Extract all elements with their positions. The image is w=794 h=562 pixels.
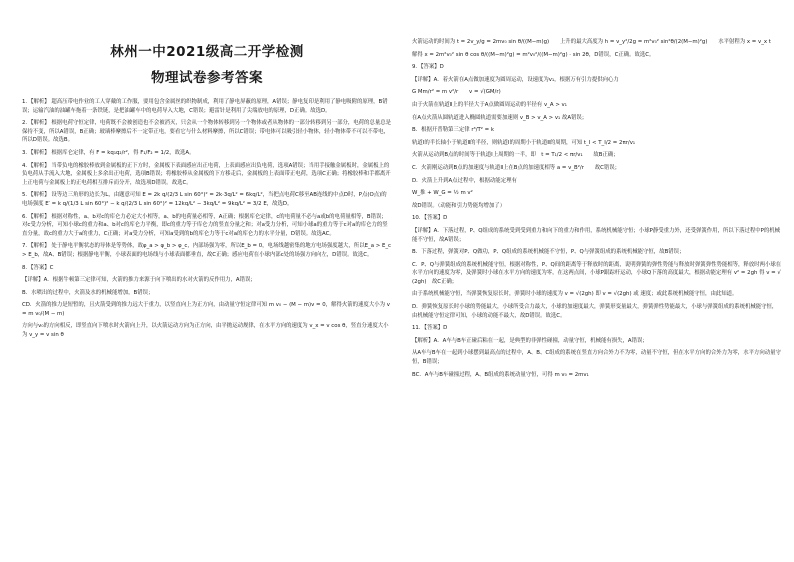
answer-paragraph-r11: C．火箭刚运动到B点的加速度与轨道Ⅱ上在B点的加速度相等 a = v_B²/r 故C错误；	[412, 164, 621, 171]
answer-paragraph-r9: 轨道Ⅰ的半长轴小于轨道Ⅱ的半径，则轨道Ⅰ的周期小于轨道Ⅱ的周期，可知 t_Ⅰ < T_Ⅰ/2 = 2πr/v₁	[412, 139, 636, 146]
answer-paragraph-q8: 8．【答案】C	[22, 264, 54, 271]
answer-paragraph-r10: 火箭从运动到B点的时间等于轨道Ⅰ上周期的一半，即 t = T₁/2 < πr/v₁ 故B正确；	[412, 152, 619, 159]
answer-paragraph-r7: 在A点火箭从圆轨道进入椭圆轨道需要加速则 v_B > v_A > v₁ 故A错误；	[412, 114, 588, 121]
answer-paragraph-r1: 火箭运动的时间为 t = 2v_y/g = 2mv₀ sin θ/((M−m)g) 上升的最大高度为 h = v_y²/2g = m²v₀² sin²θ/(2(M−m)²g) 水平射程为 x = v_x t	[412, 39, 771, 45]
answer-paragraph-r6: 由于火箭在轨道Ⅱ上的半径大于A点做圆周运动的半径有 v_A > v₁	[412, 101, 567, 108]
answer-paragraph-r13: W_推 + W_G = ½ m v²	[412, 190, 473, 197]
answer-paragraph-r17: B．下落过程，弹簧对P、Q做功，P、Q组成的系统机械能不守恒，P、Q与弹簧组成的系统机械能守恒，故B错误；	[412, 249, 685, 256]
right-answer-list	[412, 38, 782, 383]
answer-paragraph-q2: 2．【解析】 根据电荷守恒定律，电荷既不会被创造也不会被消灭，只会从一个物体转移到另一个物体或者从物体的一部分转移到另一部分，电荷的总量总是保持不变，所以A错误，B正确；玻璃棒摩擦后不一定带正电，要看它与什么材料摩擦，所以C错误；带电体可以吸引轻小物体，轻小物体带不可以不带电，所以D错误。故选B。	[22, 120, 392, 144]
left-answer-list	[22, 98, 392, 344]
answer-paragraph-r18: C．P、Q与弹簧组成的系统机械能守恒，根据对称性，P、Q间的距离等于释放时的距离，说明弹簧的弹性势能与释放时弹簧弹性势能相等，释放时两小球在水平方向的速度为零，及弹簧时小球在水平方向的速度为零，在这两点间，小球P跟踪杆运动，小球Q下落的高度最大，根据动能定理有 v² = 2gh 得 v = √(2gh) 故C正确；	[412, 261, 782, 285]
answer-paragraph-r2: 解得 x = 2m²v₀² sin θ cos θ/((M−m)²g) = m²v₀²/((M−m)²g) · sin 2θ，D错误，C正确。故选C。	[412, 51, 655, 58]
answer-paragraph-r5: G Mm/r² = m v²/r v = √(GM/r)	[412, 89, 501, 96]
answer-paragraph-r14: 故D错误。（动能和引力势能均增加了）	[412, 202, 506, 209]
right-column	[412, 0, 782, 383]
paragraph-gap	[22, 340, 392, 344]
answer-paragraph-q5: 5．【解析】 设等边三角形的边长为L，由题意可知 E = 2k q/(2/3 L sin 60°)² = 2k·3q/L² = 6kq/L²，当把点电荷C移至AB连线的中点D时，P点(O点)的电场强度 E′ = k q/(1/3 L sin 60°)² − k q/(2/3 L sin 60°)² = 12kq/L² − 3kq/L² = 9kq/L² = 3/2 E，故选D。	[22, 192, 387, 207]
left-column	[22, 0, 392, 344]
answer-paragraph-r16: 【详解】A．下落过程，P、Q组成的系统受到受到重力和向下的重力和作用，系统机械能守恒；小球P静受重力外，还受弹簧作用，所以下落过程中P的机械能不守恒，故A错误；	[412, 227, 781, 243]
answer-paragraph-r22: 【解析】A．A车与B车正碰后粘在一起，是典型的非弹性碰撞，动量守恒，机械能有损失，A错误；	[412, 337, 648, 344]
answer-paragraph-q8c: CD．火箭的推力是短暂的，且火箭受到的推力远大于重力，以竖直向上为正方向，由动量守恒定律可知 m v₀ − (M − m)v = 0，解得火箭的速度大小为 v = m v₀/(M − m)	[22, 302, 390, 317]
answer-paragraph-r24: BC．A车与B车碰撞过程，A、B组成的系统动量守恒，可得 m v₀ = 2mv₁	[412, 371, 589, 378]
page-title: 林州一中2021级高二开学检测	[110, 44, 304, 60]
answer-paragraph-r23: 从A车与B车在一起到小球摆到最高点的过程中，A、B、C组成的系统在竖直方向合外力不为零，动量不守恒，但在水平方向的合外力为零，水平方向动量守恒，B错误；	[412, 350, 781, 366]
page-subtitle: 物理试卷参考答案	[151, 70, 263, 86]
answer-paragraph-r19: 由于系统机械能守恒，当弹簧恢复原长时，弹簧时小球的速度为 v = √(2gh) 即 v = √(2gh) 或 速度；或此系统机械能守恒，由此知道。	[412, 291, 738, 298]
answer-paragraph-r3: 9．【答案】D	[412, 64, 444, 71]
answer-paragraph-r15: 10．【答案】D	[412, 215, 448, 222]
answer-paragraph-r20: D．弹簧恢复原长时小球的势能最大，小球所受合力最大，小球的加速度最大，弹簧形变量最大，弹簧弹性势能最大，小球与弹簧组成的系统机械能守恒，由机械能守恒定律可知，小球的动能不最大，故D错误。故选C。	[412, 304, 778, 319]
answer-paragraph-r12: D．火箭上升到A点过程中，根据动能定理有	[412, 177, 517, 184]
answer-paragraph-q8d: 方向与v₀的方向相反，即竖直向下喷水时火箭向上升，以火箭运动方向为正方向，由平抛运动规律，在水平方向的速度为 v_x = v cos θ，竖直分速度大小为 v_y = v sin θ	[22, 323, 389, 339]
answer-paragraph-r21: 11．【答案】D	[412, 325, 448, 332]
answer-paragraph-q4: 4．【解析】 当带负电的橡胶棒放到金属板的正下方时，金属板下表面感应出正电荷，上表面感应出负电荷，选项A错误；当用手接触金属板时，金属板上的负电荷从手流入大地，金属板上多余出正电荷，选项B错误；将橡胶棒从金属板的下方移走后，金属板的上表面带正电荷，选项C正确；将橡胶棒和手都离开上正电荷与金属板上的正电荷相互排斥而分开，故选项D错误。故选C。	[22, 162, 391, 186]
answer-paragraph-q7: 7．【解析】 处于静电平衡状态的导体是等势体，故φ_a > φ_b > φ_c，内部场强为零，所以E_b = 0，电场线越密集的地方电场强度越大，所以E_a > E_c > E_b，故A、B错误；根据静电平衡，小球表面的电场线与小球表面都垂直，故C正确；感应电荷在小球内部c处的场强方向向左，D错误。故选C。	[22, 243, 392, 258]
paragraph-gap	[412, 379, 782, 383]
answer-paragraph-q8b: B．水喷出的过程中，火箭及水的机械能增加，B错误；	[22, 289, 154, 296]
answer-paragraph-q8a: 【详解】A．根据牛顿第三定律可知，火箭的推力来源于向下喷出的水对火箭的反作用力，A错误；	[22, 277, 256, 284]
answer-paragraph-q6: 6．【解析】 根据对称性，a、b对c的库仑力必定大小相等，a、b的电荷量必相等，A正确；根据库仑定律，c的电荷量不必与a或b的电荷量相等，B错误；对c受力分析，可知小球c的重力和a、b对c的库仑力平衡，即c的重力等于库仑力的竖直分量之和；对a受力分析，可知小球a的重力等于c对a的库仑力的竖直分量，故c的重力大于a的重力，C正确；对a受力分析，可知a受到的b的库仑力等于c对a的库仑力的水平分量，D错误。故选AC。	[22, 213, 388, 237]
answer-paragraph-q1: 1．【解析】 超高压带电作业的工人穿戴的工作服，要用包含金属丝的织物制成，利用了静电屏蔽的原理，A错误；静电复印是利用了静电吸附的原理，B错误；运输汽油的油罐车拖着一条铁链，是把油罐车中的电荷导入大地，C错误；避雷针是利用了尖端放电的原理，D正确。故选D。	[22, 99, 388, 114]
answer-paragraph-q3: 3．【解析】 根据库仑定律，有 F = kq₁q₂/r²，得 F₁/F₂ = 1/2，故选A。	[22, 149, 195, 156]
answer-paragraph-r8: B．根据开普勒第三定律 r³/T² = k	[412, 127, 495, 134]
answer-paragraph-r4: 【详解】A．着火箭在A点做加速度为圆周运动，设速度为v₁，根据万有引力提供向心力	[412, 76, 619, 83]
